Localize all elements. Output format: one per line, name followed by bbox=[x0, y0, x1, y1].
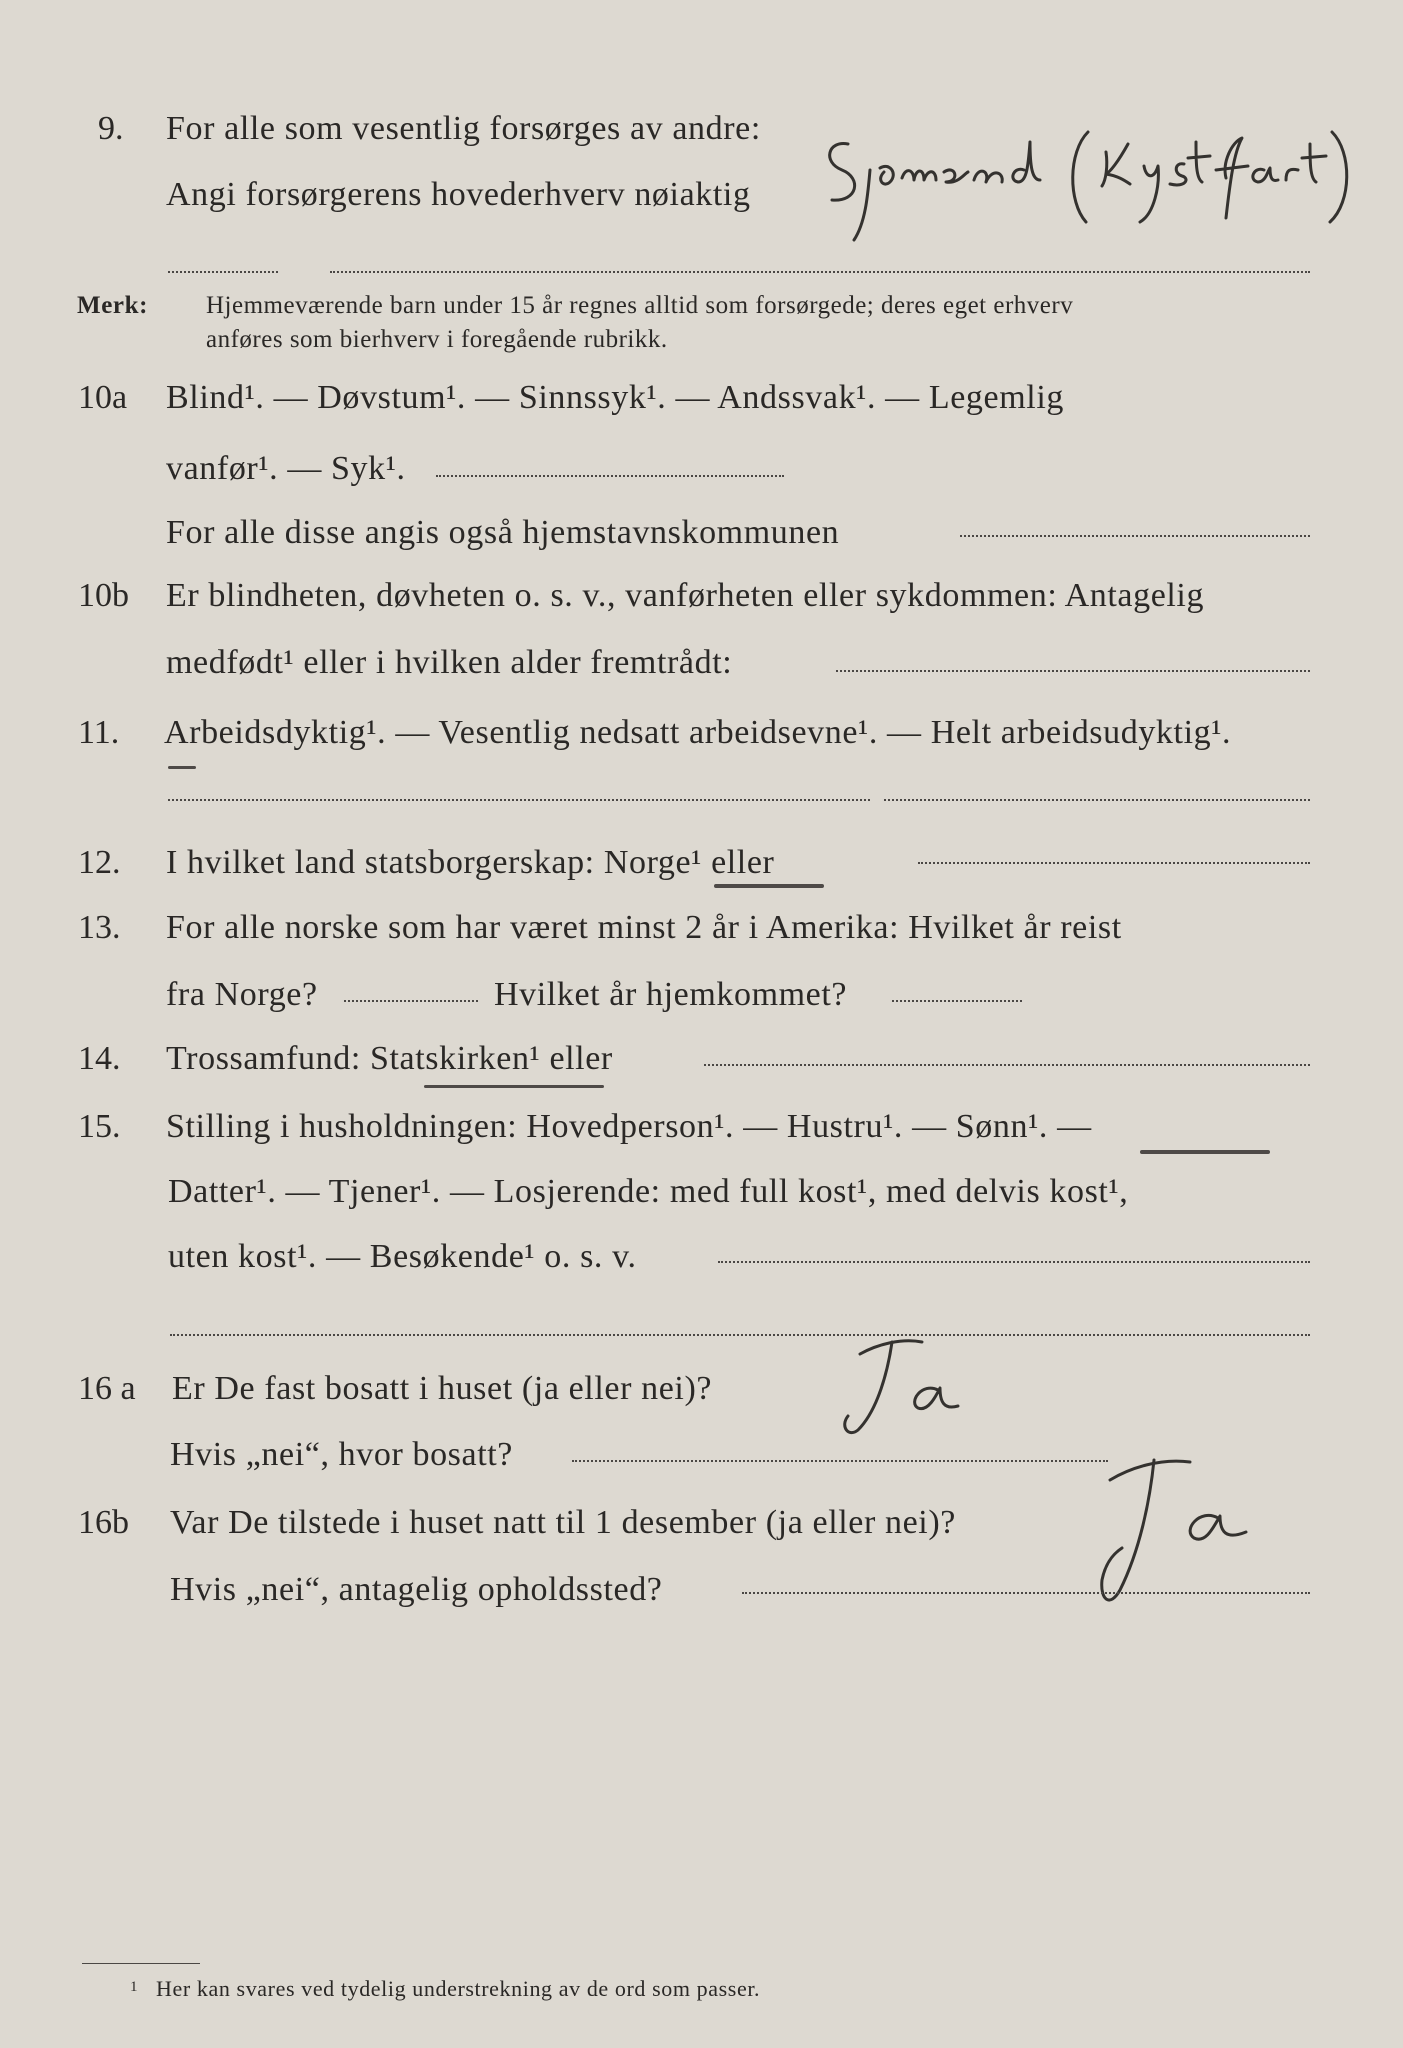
q10b-line2: medfødt¹ eller i hvilken alder fremtrådt: bbox=[166, 644, 733, 681]
q16a-number: 16 a bbox=[78, 1370, 136, 1407]
q16b-number: 16b bbox=[78, 1504, 129, 1541]
q16a-fill-line bbox=[572, 1460, 1108, 1462]
q16b-line1: Var De tilstede i huset natt til 1 desember (ja eller nei)? bbox=[170, 1504, 956, 1541]
q12-fill-line bbox=[918, 862, 1310, 864]
q10a-line1: Blind¹. — Døvstum¹. — Sinnssyk¹. — Andssvak¹. — Legemlig bbox=[166, 379, 1064, 416]
q11-line1: Arbeidsdyktig¹. — Vesentlig nedsatt arbeidsevne¹. — Helt arbeidsudyktig¹. bbox=[164, 714, 1232, 751]
footnote-marker: 1 bbox=[130, 1979, 139, 1995]
q10a-line3: For alle disse angis også hjemstavnskommunen bbox=[166, 514, 840, 551]
q11-handwritten-mark bbox=[168, 766, 196, 769]
q10b-number: 10b bbox=[78, 577, 129, 614]
q15-line1: Stilling i husholdningen: Hovedperson¹. — Hustru¹. — Sønn¹. — bbox=[166, 1108, 1092, 1145]
q13-fill-line-2 bbox=[892, 1000, 1022, 1002]
q9-line2: Angi forsørgerens hovederhverv nøiaktig bbox=[166, 176, 751, 213]
q9-line1: For alle som vesentlig forsørges av andre: bbox=[166, 110, 761, 147]
merk-line2: anføres som bierhverv i foregående rubrikk. bbox=[206, 326, 668, 353]
q13-line1: For alle norske som har været minst 2 år i Amerika: Hvilket år reist bbox=[166, 909, 1122, 946]
merk-line1: Hjemmeværende barn under 15 år regnes alltid som forsørgede; deres eget erhverv bbox=[206, 292, 1074, 319]
q10a-number: 10a bbox=[78, 379, 128, 416]
q11-number: 11. bbox=[78, 714, 120, 751]
q14-fill-line bbox=[704, 1064, 1310, 1066]
q13-line2a: fra Norge? bbox=[166, 976, 318, 1013]
q14-line1: Trossamfund: Statskirken¹ eller bbox=[166, 1040, 613, 1077]
q16a-line1: Er De fast bosatt i huset (ja eller nei)? bbox=[172, 1370, 713, 1407]
q15-answer-underline bbox=[1140, 1150, 1270, 1154]
q16b-fill-line bbox=[742, 1592, 1310, 1594]
q16b-line2: Hvis „nei“, antagelig opholdssted? bbox=[170, 1571, 663, 1608]
q10a-fill-line-1 bbox=[436, 475, 784, 477]
q10b-line1: Er blindheten, døvheten o. s. v., vanførheten eller sykdommen: Antagelig bbox=[166, 577, 1205, 614]
q12-answer-underline bbox=[714, 884, 824, 888]
q10a-fill-line-2 bbox=[960, 535, 1310, 537]
q15-fill-line-2 bbox=[170, 1334, 1310, 1336]
footnote-rule bbox=[82, 1963, 200, 1964]
q9-fill-line-2 bbox=[330, 271, 1310, 273]
q14-answer-underline bbox=[424, 1085, 604, 1088]
merk-label: Merk: bbox=[77, 292, 149, 319]
q9-handwritten-answer bbox=[818, 122, 1358, 252]
q13-fill-line-1 bbox=[344, 1000, 478, 1002]
q11-fill-line-2 bbox=[884, 799, 1310, 801]
q9-number: 9. bbox=[98, 110, 124, 147]
q16a-handwritten-answer bbox=[818, 1330, 978, 1450]
q15-fill-line-1 bbox=[718, 1261, 1310, 1263]
q15-number: 15. bbox=[78, 1108, 121, 1145]
q13-line2b: Hvilket år hjemkommet? bbox=[494, 976, 848, 1013]
q15-line2: Datter¹. — Tjener¹. — Losjerende: med full kost¹, med delvis kost¹, bbox=[168, 1173, 1129, 1210]
q10a-line2: vanfør¹. — Syk¹. bbox=[166, 450, 406, 487]
q16a-line2: Hvis „nei“, hvor bosatt? bbox=[170, 1436, 513, 1473]
q14-number: 14. bbox=[78, 1040, 121, 1077]
q11-fill-line-1 bbox=[168, 799, 870, 801]
q13-number: 13. bbox=[78, 909, 121, 946]
footnote-text: Her kan svares ved tydelig understrekning av de ord som passer. bbox=[156, 1976, 761, 2001]
q9-fill-line-1 bbox=[168, 271, 278, 273]
q15-line3: uten kost¹. — Besøkende¹ o. s. v. bbox=[168, 1238, 637, 1275]
q12-number: 12. bbox=[78, 844, 121, 881]
q16b-handwritten-answer bbox=[1050, 1440, 1280, 1610]
q12-line1: I hvilket land statsborgerskap: Norge¹ eller bbox=[166, 844, 775, 881]
q10b-fill-line bbox=[836, 670, 1310, 672]
